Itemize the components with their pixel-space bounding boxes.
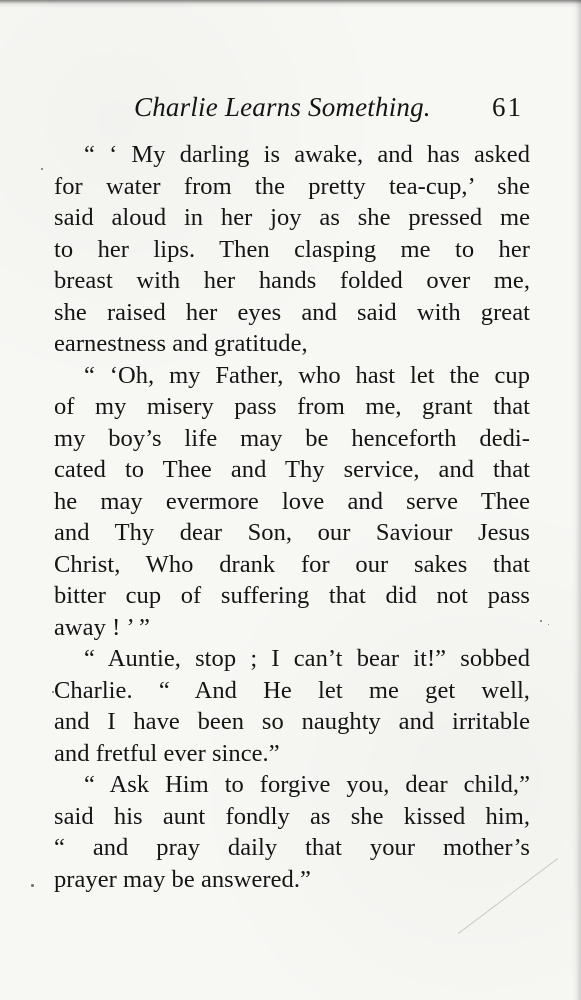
text-line-23: “ and pray daily that your mother’s: [54, 834, 530, 861]
body-text: [54, 138, 530, 903]
print-speck: [548, 624, 549, 625]
print-speck: [52, 691, 54, 693]
scan-top-shadow: [0, 0, 581, 8]
running-head: Charlie Learns Something.: [134, 92, 431, 122]
text-line-22: said his aunt fondly as she kissed him,: [54, 802, 530, 830]
scan-right-shadow: [571, 0, 581, 1000]
text-line-13: and Thy dear Son, our Saviour Jesus: [54, 519, 530, 546]
text-line-24: prayer may be answered.”: [54, 865, 311, 893]
text-line-3: said aloud in her joy as she pressed me: [54, 204, 530, 231]
text-line-15: bitter cup of suffering that did not pass: [54, 582, 530, 609]
text-line-17: “ Auntie, stop ; I can’t bear it!” sobbed: [84, 645, 530, 672]
text-line-21: “ Ask Him to forgive you, dear child,”: [84, 771, 530, 798]
text-line-14: Christ, Who drank for our sakes that: [54, 550, 530, 578]
text-line-4: to her lips. Then clasping me to her: [54, 235, 530, 263]
text-line-9: of my misery pass from me, grant that: [54, 393, 530, 420]
text-line-10: my boy’s life may be henceforth dedi-: [54, 424, 530, 452]
text-line-12: he may evermore love and serve Thee: [54, 487, 530, 515]
text-line-19: and I have been so naughty and irritable: [54, 708, 530, 735]
print-speck: [41, 168, 43, 170]
text-line-16: away ! ’ ”: [54, 613, 150, 641]
text-line-5: breast with her hands folded over me,: [54, 267, 530, 294]
text-line-2: for water from the pretty tea-cup,’ she: [54, 172, 530, 200]
text-line-1: “ ‘ My darling is awake, and has asked: [84, 141, 530, 168]
text-line-7: earnestness and gratitude,: [54, 330, 308, 357]
text-line-20: and fretful ever since.”: [54, 739, 280, 767]
print-speck: [540, 620, 542, 622]
text-line-11: cated to Thee and Thy service, and that: [54, 456, 530, 483]
text-line-18: Charlie. “ And He let me get well,: [54, 676, 530, 704]
text-line-6: she raised her eyes and said with great: [54, 298, 530, 326]
page-number: 61: [492, 92, 523, 122]
text-line-8: “ ‘Oh, my Father, who hast let the cup: [84, 361, 530, 389]
print-speck: [31, 884, 34, 887]
